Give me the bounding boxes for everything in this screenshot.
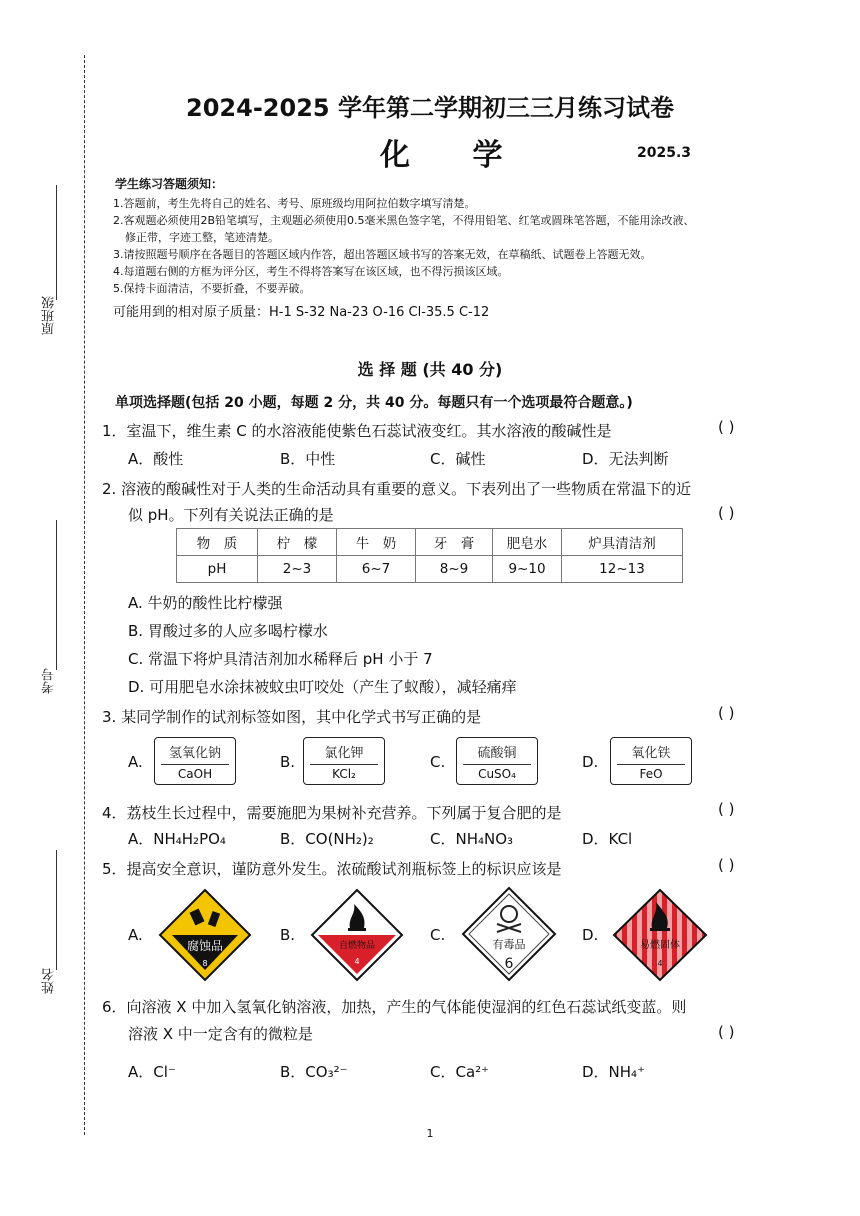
notice-item: 4.每道题右侧的方框为评分区，考生不得将答案写在该区域，也不得污损该区域。 bbox=[113, 265, 509, 278]
q5-option-c: C. bbox=[430, 926, 446, 944]
q6-stem-line1: 6．向溶液 X 中加入氢氧化钠溶液，加热，产生的气体能使湿润的红色石蕊试纸变蓝。则 bbox=[102, 998, 687, 1016]
q2-option-d: D. 可用肥皂水涂抹被蚊虫叮咬处（产生了蚁酸），减轻痛痒 bbox=[128, 678, 517, 696]
q6-stem-line2: 溶液 X 中一定含有的微粒是 bbox=[128, 1025, 313, 1043]
q6-option-c: C．Ca²⁺ bbox=[430, 1063, 490, 1081]
ph-table bbox=[176, 528, 683, 583]
q3-option-b: B. bbox=[280, 753, 296, 771]
q2-answer-paren: ( ) bbox=[718, 504, 735, 522]
reagent-label-a bbox=[154, 737, 236, 785]
toxic-sign-icon bbox=[461, 886, 557, 982]
q2-option-b: B. 胃酸过多的人应多喝柠檬水 bbox=[128, 622, 328, 640]
notice-item: 修正带，字迹工整，笔迹清楚。 bbox=[125, 231, 279, 244]
notice-item: 3.请按照题号顺序在各题目的答题区域内作答，超出答题区域书写的答案无效，在草稿纸、试题卷上答题无效。 bbox=[113, 248, 652, 261]
atomic-masses: 可能用到的相对原子质量：H-1 S-32 Na-23 O-16 Cl-35.5 C-12 bbox=[113, 305, 490, 320]
q1-option-a: A．酸性 bbox=[128, 450, 184, 468]
q4-option-b: B．CO(NH₂)₂ bbox=[280, 830, 374, 848]
table-cell: 9~10 bbox=[493, 556, 562, 583]
sign-text: 易燃固体 bbox=[640, 940, 680, 951]
binding-dashed-line bbox=[84, 55, 85, 1135]
q2-stem-line2: 似 pH。下列有关说法正确的是 bbox=[128, 506, 334, 524]
q3-option-d: D. bbox=[582, 753, 599, 771]
q3-answer-paren: ( ) bbox=[718, 704, 735, 722]
class-blank-line bbox=[56, 185, 57, 300]
q4-stem: 4．荔枝生长过程中，需要施肥为果树补充营养。下列属于复合肥的是 bbox=[102, 804, 562, 822]
sign-text: 自燃物品 bbox=[338, 941, 376, 951]
q6-option-d: D．NH₄⁺ bbox=[582, 1063, 645, 1081]
q1-answer-paren: ( ) bbox=[718, 418, 735, 436]
exam-date: 2025.3 bbox=[637, 145, 692, 161]
label-formula: KCl₂ bbox=[310, 764, 378, 781]
label-formula: FeO bbox=[617, 764, 685, 781]
table-row bbox=[177, 529, 683, 556]
table-cell: 8~9 bbox=[416, 556, 493, 583]
table-cell: 2~3 bbox=[258, 556, 337, 583]
q6-answer-paren: ( ) bbox=[718, 1023, 735, 1041]
table-cell: pH bbox=[177, 556, 258, 583]
name-label: 姓名 bbox=[42, 968, 57, 994]
corrosive-sign-icon bbox=[158, 888, 252, 982]
table-cell: 物 质 bbox=[177, 529, 258, 556]
exam-blank-line bbox=[56, 520, 57, 670]
table-cell: 6~7 bbox=[337, 556, 416, 583]
label-formula: CuSO₄ bbox=[463, 764, 531, 781]
label-name: 氢氧化钠 bbox=[168, 746, 221, 761]
section-title: 选 择 题 (共 40 分) bbox=[357, 360, 503, 379]
table-cell: 牛 奶 bbox=[337, 529, 416, 556]
reagent-label-d bbox=[610, 737, 692, 785]
table-cell: 牙 膏 bbox=[416, 529, 493, 556]
label-name: 硫酸铜 bbox=[477, 746, 517, 761]
sign-text: 有毒品 bbox=[492, 938, 526, 951]
page-number: 1 bbox=[426, 1127, 434, 1140]
q4-option-c: C．NH₄NO₃ bbox=[430, 830, 514, 848]
q2-option-c: C. 常温下将炉具清洁剂加水稀释后 pH 小于 7 bbox=[128, 650, 433, 668]
table-cell: 炉具清洁剂 bbox=[562, 529, 683, 556]
q2-option-a: A. 牛奶的酸性比柠檬强 bbox=[128, 594, 283, 612]
q5-option-d: D. bbox=[582, 926, 599, 944]
class-label: 原班级 bbox=[42, 296, 57, 335]
notice-item: 5.保持卡面清洁，不要折叠，不要弄破。 bbox=[113, 282, 311, 295]
table-cell: 肥皂水 bbox=[493, 529, 562, 556]
q3-option-a: A. bbox=[128, 753, 143, 771]
reagent-label-b bbox=[303, 737, 385, 785]
sign-number: 4 bbox=[657, 959, 663, 968]
sign-text: 腐蚀品 bbox=[186, 939, 224, 953]
notice-heading: 学生练习答题须知： bbox=[115, 177, 224, 191]
reagent-label-c bbox=[456, 737, 538, 785]
q4-answer-paren: ( ) bbox=[718, 800, 735, 818]
table-cell: 柠 檬 bbox=[258, 529, 337, 556]
q3-option-c: C. bbox=[430, 753, 446, 771]
notice-item: 1.答题前，考生先将自己的姓名、考号、原班级均用阿拉伯数字填写清楚。 bbox=[113, 197, 476, 210]
q6-option-a: A．Cl⁻ bbox=[128, 1063, 176, 1081]
exam-title: 2024-2025 学年第二学期初三三月练习试卷 bbox=[186, 94, 674, 122]
spontaneous-combustion-sign-icon bbox=[310, 888, 404, 982]
sign-number: 4 bbox=[354, 957, 360, 966]
q4-option-d: D．KCl bbox=[582, 830, 633, 848]
q1-option-d: D．无法判断 bbox=[582, 450, 669, 468]
q4-option-a: A．NH₄H₂PO₄ bbox=[128, 830, 226, 848]
subject-title: 化 学 bbox=[380, 138, 529, 173]
flammable-solid-sign-icon bbox=[612, 888, 708, 982]
sign-number: 8 bbox=[202, 959, 208, 968]
q1-option-c: C．碱性 bbox=[430, 450, 486, 468]
sign-number: 6 bbox=[504, 956, 514, 972]
label-formula: CaOH bbox=[161, 764, 229, 781]
name-blank-line bbox=[56, 850, 57, 970]
notice-item: 2.客观题必须使用2B铅笔填写，主观题必须使用0.5毫米黑色签字笔，不得用铅笔、红笔或圆珠笔答题，不能用涂改液、 bbox=[113, 214, 695, 227]
section-intro: 单项选择题(包括 20 小题，每题 2 分，共 40 分。每题只有一个选项最符合题意。) bbox=[115, 395, 633, 411]
table-cell: 12~13 bbox=[562, 556, 683, 583]
q6-option-b: B．CO₃²⁻ bbox=[280, 1063, 348, 1081]
label-name: 氯化钾 bbox=[324, 746, 364, 761]
q2-stem-line1: 2. 溶液的酸碱性对于人类的生命活动具有重要的意义。下表列出了一些物质在常温下的近 bbox=[102, 480, 692, 498]
exam-label: 考号 bbox=[42, 668, 57, 694]
q1-option-b: B．中性 bbox=[280, 450, 336, 468]
table-row bbox=[177, 556, 683, 583]
q5-answer-paren: ( ) bbox=[718, 856, 735, 874]
label-name: 氧化铁 bbox=[631, 746, 671, 761]
q5-stem: 5．提高安全意识，谨防意外发生。浓硫酸试剂瓶标签上的标识应该是 bbox=[102, 860, 562, 878]
q5-option-a: A. bbox=[128, 926, 143, 944]
q3-stem: 3. 某同学制作的试剂标签如图，其中化学式书写正确的是 bbox=[102, 708, 482, 726]
q5-option-b: B. bbox=[280, 926, 296, 944]
q1-stem: 1．室温下，维生素 C 的水溶液能使紫色石蕊试液变红。其水溶液的酸碱性是 bbox=[102, 422, 612, 440]
